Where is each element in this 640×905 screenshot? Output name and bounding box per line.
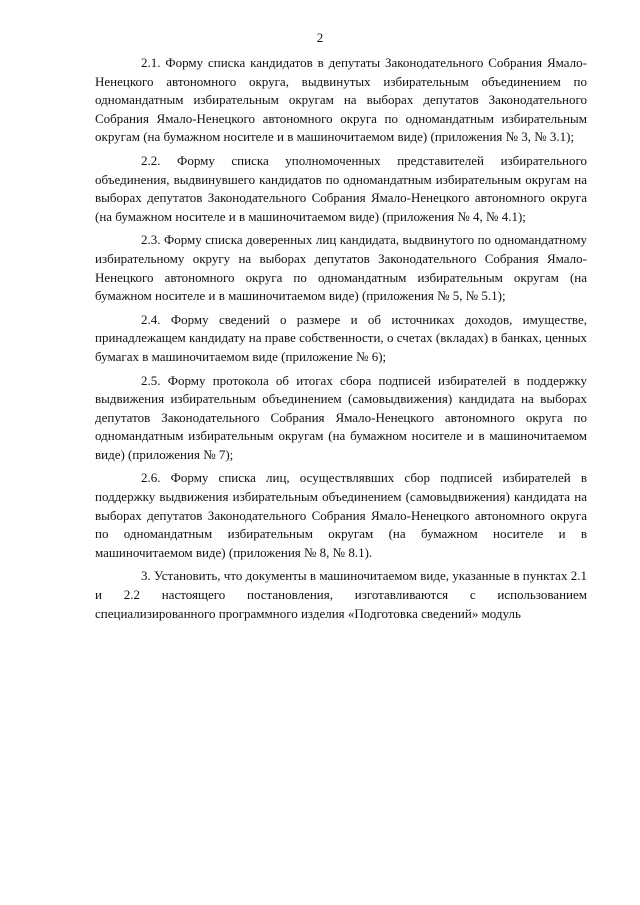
paragraph-2-1: 2.1. Форму списка кандидатов в депутаты Законодательного Собрания Ямало-Ненецкого автономного округа, выдвинутых избирательным объединением по одномандатным избирательным округам на выборах депутатов Законодательного Собрания Ямало-Ненецкого автономного округа по одномандатным избирательным округам (на бумажном носителе и в машиночитаемом виде) (приложения № 3, № 3.1); bbox=[95, 55, 587, 145]
page-number: 2 bbox=[316, 30, 324, 45]
paragraph-2-6: 2.6. Форму списка лиц, осуществлявших сбор подписей избирателей в поддержку выдвижения избирательным объединением (самовыдвижения) кандидата на выборах депутатов Законодательного Собрания Ямало-Ненецкого автономного округа по одномандатным избирательным округам (на бумажном носителе и в машиночитаемом виде) (приложения № 8, № 8.1). bbox=[95, 470, 587, 560]
paragraph-3: 3. Установить, что документы в машиночитаемом виде, указанные в пунктах 2.1 и 2.2 настоящего постановления, изготавливаются с использованием специализированного программного изделия «Подготовка сведений» модуль bbox=[95, 568, 587, 621]
paragraph-2-4: 2.4. Форму сведений о размере и об источниках доходов, имуществе, принадлежащем кандидату на праве собственности, о счетах (вкладах) в банках, ценных бумагах в машиночитаемом виде (приложение № 6); bbox=[95, 311, 587, 364]
document-body bbox=[95, 54, 587, 628]
paragraph-2-3: 2.3. Форму списка доверенных лиц кандидата, выдвинутого по одномандатному избирательному округу на выборах депутатов Законодательного Собрания Ямало-Ненецкого автономного округа по одномандатным избирательным округам (на бумажном носителе и в машиночитаемом виде) (приложения № 5, № 5.1); bbox=[95, 232, 587, 304]
paragraph-2-5: 2.5. Форму протокола об итогах сбора подписей избирателей в поддержку выдвижения избирательным объединением (самовыдвижения) кандидата на выборах депутатов Законодательного Собрания Ямало-Ненецкого автономного округа по одномандатным избирательным округам (на бумажном носителе и в машиночитаемом виде) (приложения № 7); bbox=[95, 372, 587, 462]
paragraph-2-2: 2.2. Форму списка уполномоченных представителей избирательного объединения, выдвинувшего кандидатов по одномандатным избирательным округам на выборах депутатов Законодательного Собрания Ямало-Ненецкого автономного округа (на бумажном носителе и в машиночитаемом виде) (приложения № 4, № 4.1); bbox=[95, 152, 587, 224]
